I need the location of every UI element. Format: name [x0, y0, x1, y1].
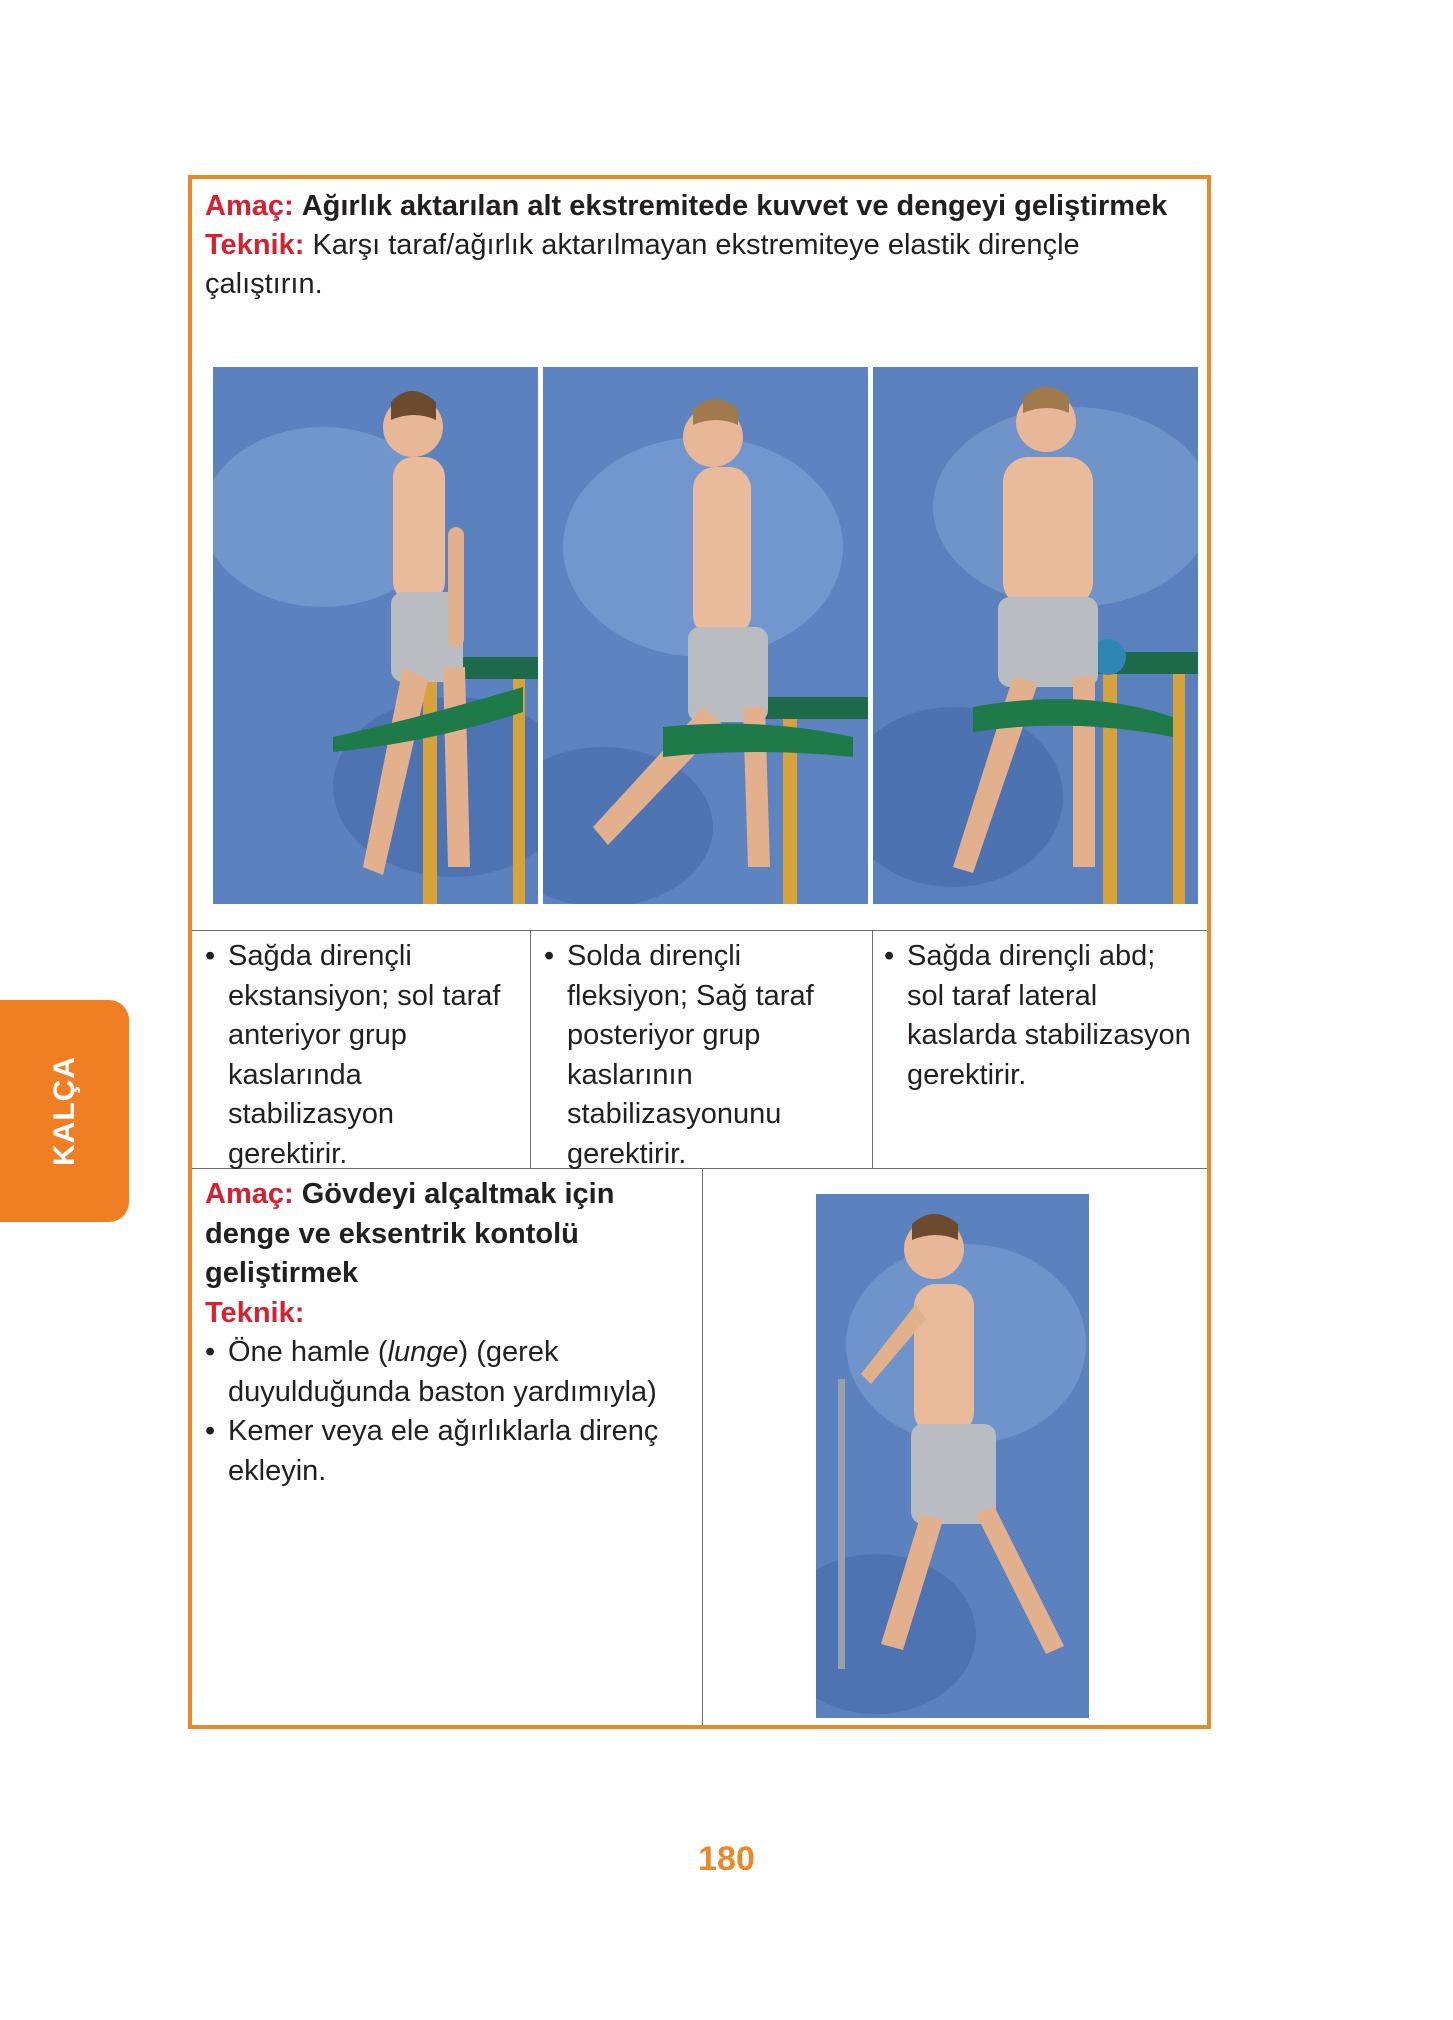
- technique-text: Karşı taraf/ağırlık aktarılmayan ekstremiteye elastik dirençle çalıştırın.: [205, 229, 1080, 300]
- row-divider-top: [192, 930, 1207, 931]
- side-tab: [0, 1000, 129, 1222]
- column-3-text: • Sağda dirençli abd; sol taraf lateral kaslarda stabilizasyon gerektirir.: [884, 937, 1199, 1095]
- weights-bullet: • Kemer veya ele ağırlıklarla direnç ekleyin.: [205, 1412, 690, 1491]
- exercise-box: [188, 175, 1211, 1729]
- column-2: [544, 937, 864, 1174]
- page-number: 180: [698, 1840, 755, 1878]
- goal-label: Amaç:: [205, 190, 294, 222]
- col-divider-lower: [702, 1168, 703, 1725]
- goal-text: Ağırlık aktarılan alt ekstremitede kuvvet ve dengeyi geliştirmek: [301, 190, 1168, 222]
- column-3: [884, 937, 1199, 1095]
- technique-label: Teknik:: [205, 229, 305, 261]
- col-divider-1: [530, 930, 531, 1168]
- photo-extension: [213, 367, 538, 904]
- goal2-text: Gövdeyi alçaltmak için denge ve eksentrik kontolü geliştirmek: [205, 1178, 615, 1289]
- column-1: [205, 937, 520, 1174]
- section1-header: [205, 187, 1193, 304]
- column-2-text: • Solda dirençli fleksiyon; Sağ taraf posteriyor grup kaslarının stabilizasyonunu gerektirir.: [544, 937, 864, 1174]
- lunge-bullet: • Öne hamle (lunge) (gerek duyulduğunda baston yardımıyla): [205, 1333, 690, 1412]
- photo-flexion: [543, 367, 868, 904]
- photo-lunge: [816, 1194, 1089, 1718]
- goal2-label: Amaç:: [205, 1178, 294, 1210]
- section2-text: [205, 1175, 690, 1491]
- photo-abduction: [873, 367, 1198, 904]
- technique2-label: Teknik:: [205, 1296, 305, 1329]
- side-tab-label: KALÇA: [47, 1056, 81, 1166]
- column-1-text: • Sağda dirençli ekstansiyon; sol taraf anteriyor grup kaslarında stabilizasyon gerektirir.: [205, 937, 520, 1174]
- col-divider-2: [872, 930, 873, 1168]
